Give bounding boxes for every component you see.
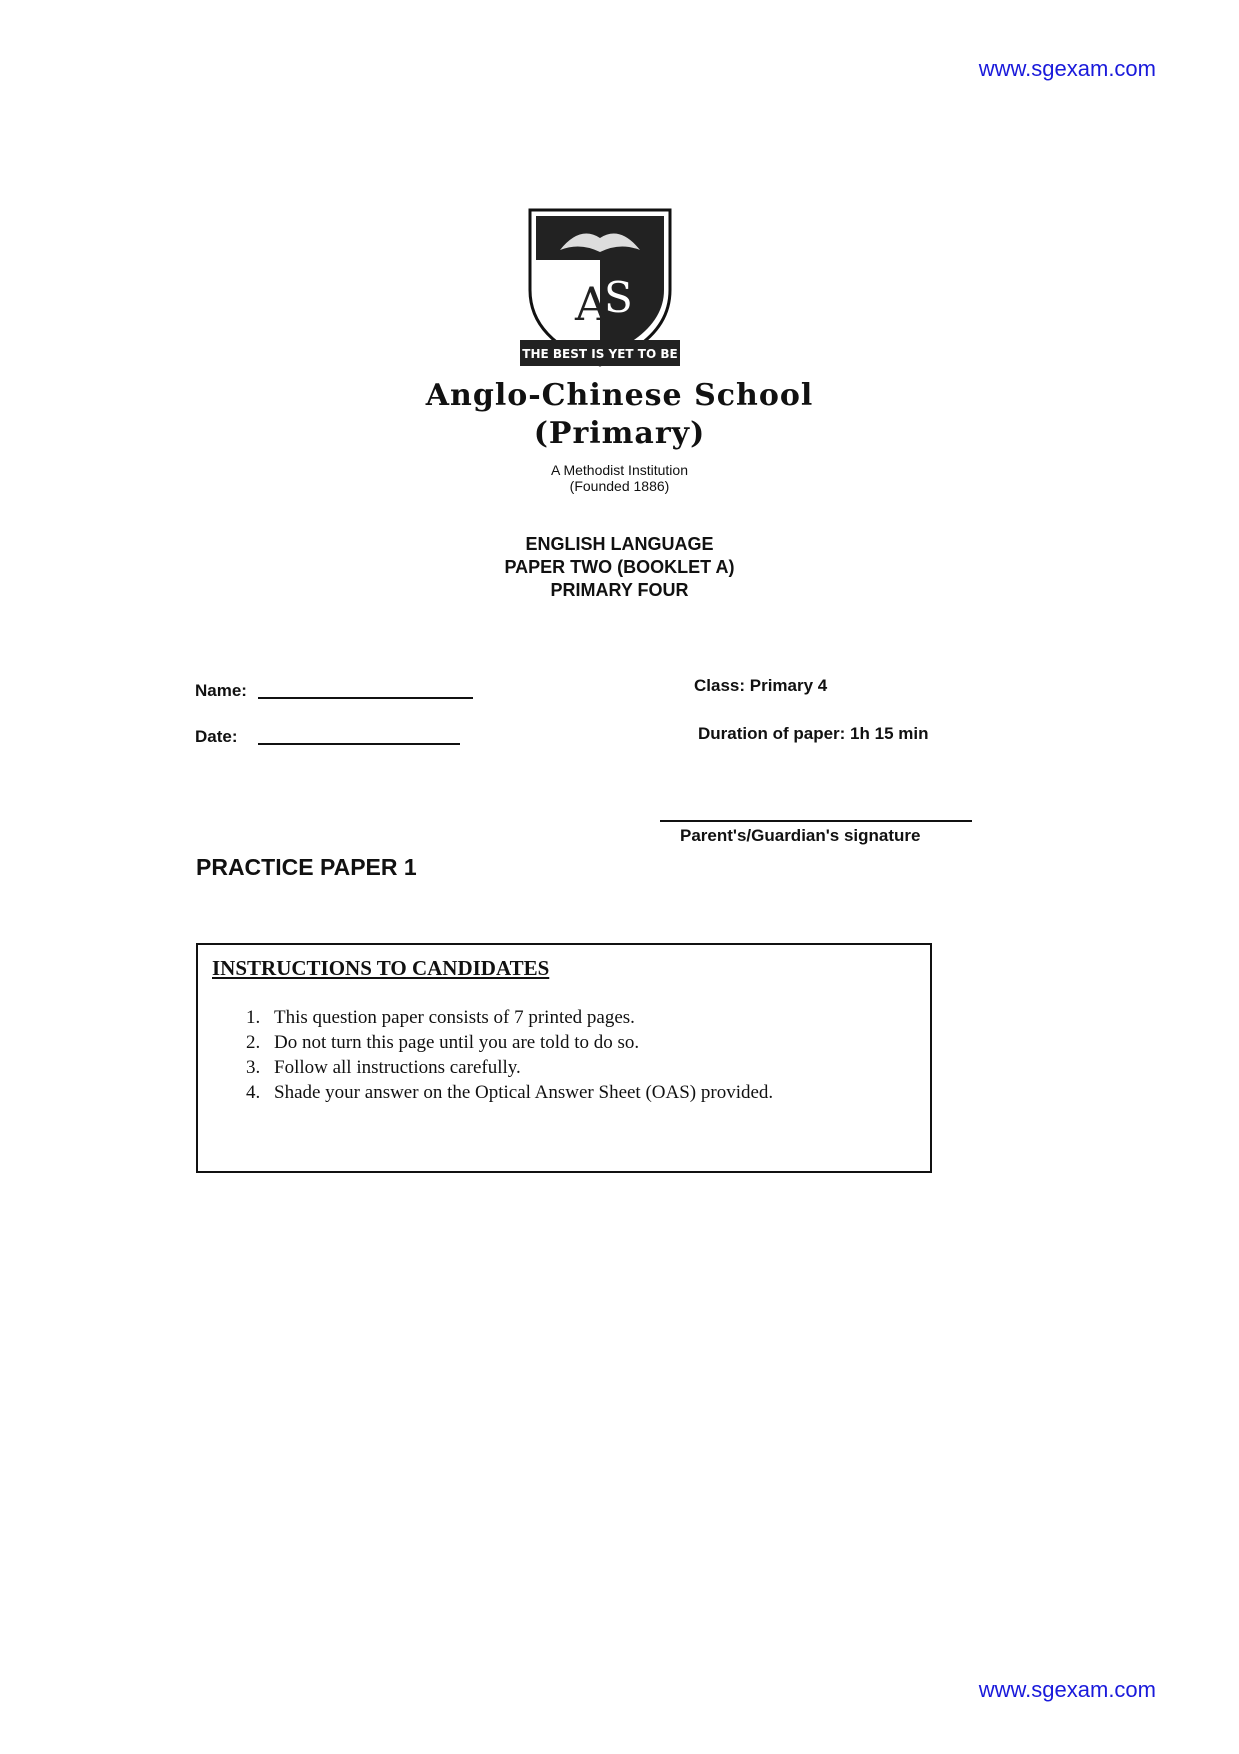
instruction-number: 2. xyxy=(246,1032,261,1053)
school-name-line2: (Primary) xyxy=(533,416,706,451)
instruction-text: Shade your answer on the Optical Answer Sheet (OAS) provided. xyxy=(274,1082,774,1103)
paper-subject: ENGLISH LANGUAGE xyxy=(525,534,714,554)
instructions-list xyxy=(246,1005,773,1105)
instruction-text: Follow all instructions carefully. xyxy=(274,1057,521,1078)
instruction-number: 1. xyxy=(246,1007,261,1028)
school-subtitle: A Methodist Institution xyxy=(551,462,688,478)
instruction-item xyxy=(246,1055,773,1080)
instruction-number: 4. xyxy=(246,1082,261,1103)
instruction-item xyxy=(246,1030,773,1055)
instruction-item xyxy=(246,1080,773,1105)
duration-label: Duration of paper: 1h 15 min xyxy=(698,724,929,743)
paper-booklet: PAPER TWO (BOOKLET A) xyxy=(504,557,735,577)
svg-text:S: S xyxy=(604,273,633,322)
paper-level: PRIMARY FOUR xyxy=(550,580,689,600)
watermark-bottom[interactable]: www.sgexam.com xyxy=(978,1677,1156,1702)
instruction-text: Do not turn this page until you are told to do so. xyxy=(274,1032,640,1053)
practice-paper-title: PRACTICE PAPER 1 xyxy=(196,854,417,880)
instruction-text: This question paper consists of 7 printed pages. xyxy=(274,1007,635,1028)
date-field-line[interactable] xyxy=(258,743,460,745)
signature-line[interactable] xyxy=(660,820,972,822)
signature-label: Parent's/Guardian's signature xyxy=(680,826,921,845)
instruction-item xyxy=(246,1005,773,1030)
svg-text:A: A xyxy=(575,277,609,331)
name-field-line[interactable] xyxy=(258,697,473,699)
instructions-box xyxy=(196,943,932,1173)
class-label: Class: Primary 4 xyxy=(694,676,828,695)
school-crest-logo xyxy=(520,200,680,375)
school-founded: (Founded 1886) xyxy=(569,478,670,494)
crest-motto: THE BEST IS YET TO BE xyxy=(522,347,678,361)
instruction-number: 3. xyxy=(246,1057,261,1078)
watermark-top[interactable]: www.sgexam.com xyxy=(978,56,1156,81)
school-name-line1: Anglo-Chinese School xyxy=(425,378,814,413)
date-label: Date: xyxy=(195,727,238,746)
name-label: Name: xyxy=(195,681,247,700)
instructions-heading: INSTRUCTIONS TO CANDIDATES xyxy=(212,956,550,980)
